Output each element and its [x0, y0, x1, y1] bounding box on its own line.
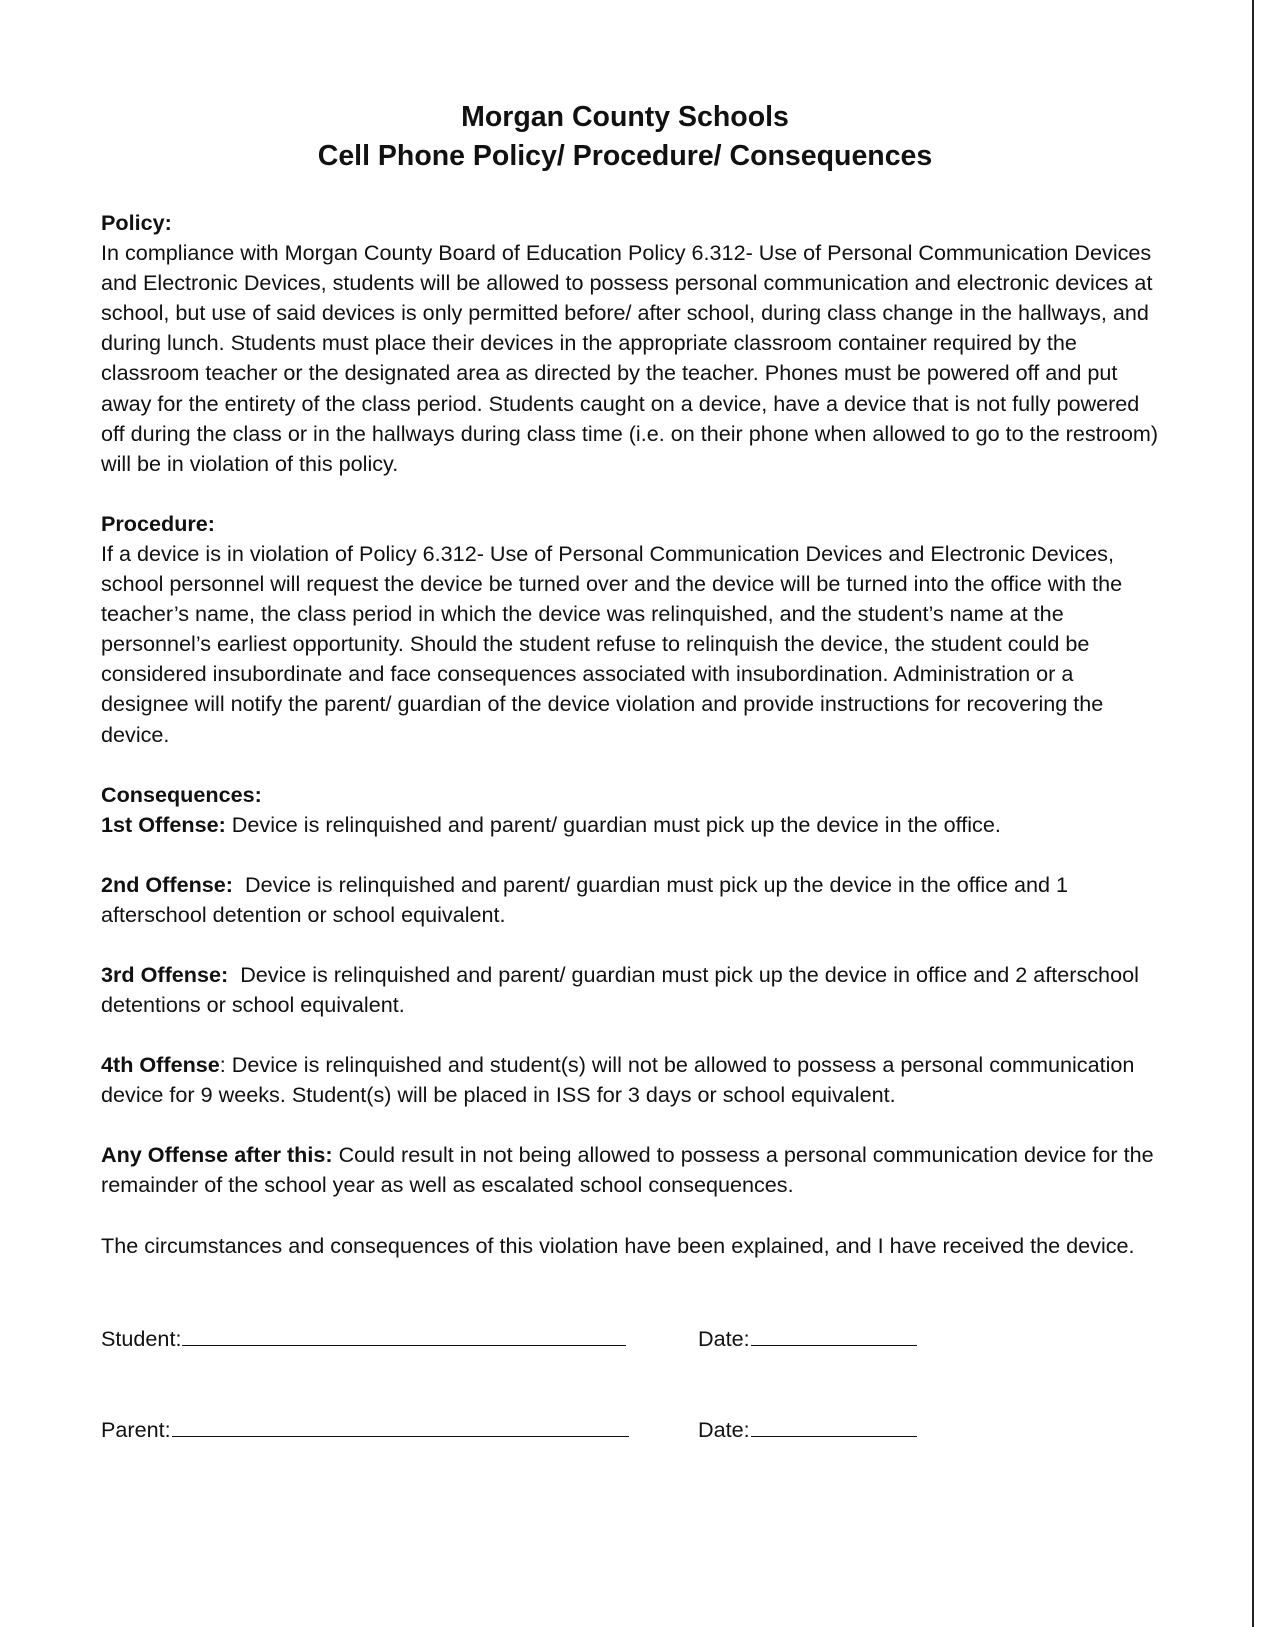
offense-2nd — [101, 870, 1161, 930]
student-signature-line[interactable] — [182, 1323, 626, 1346]
parent-label: Parent: — [101, 1417, 171, 1442]
procedure-text: If a device is in violation of Policy 6.312- Use of Personal Communication Devices and Electronic Devices, school personnel will request the device be turned over and the device will be turned into the office with the teacher’s name, the class period in which the device was relinquished, and the student’s name at the personnel’s earliest opportunity. Should the student refuse to relinquish the device, the student could be considered insubordinate and face consequences associated with insubordination. Administration or a designee will notify the parent/ guardian of the device violation and provide instructions for recovering the device. — [101, 540, 1123, 747]
date-label: Date: — [698, 1326, 750, 1351]
parent-date — [698, 1414, 917, 1445]
offense-text: Device is relinquished and parent/ guardian must pick up the device in the office. — [225, 811, 1001, 837]
offense-label: Any Offense after this: — [101, 1142, 333, 1168]
parent-date-line[interactable] — [751, 1414, 917, 1437]
document-body — [101, 208, 1161, 1261]
policy-text: In compliance with Morgan County Board of Education Policy 6.312- Use of Personal Communication Devices and Electronic Devices, students will be allowed to possess personal communication and electronic devices at school, but use of said devices is only permitted before/ after school, during class change in the hallways, and during lunch. Students must place their devices in the appropriate classroom container required by the classroom teacher or the designated area as directed by the teacher. Phones must be powered off and put away for the entirety of the class period. Students caught on a device, have a device that is not fully powered off during the class or in the hallways during class time (i.e. on their phone when allowed to go to the restroom) will be in violation of this policy. — [101, 240, 1159, 476]
offense-text: Could result in not being allowed to possess a personal communication device for the remainder of the school year as well as escalated school consequences. — [101, 1142, 1154, 1198]
policy-heading: Policy: — [101, 210, 172, 235]
offense-any-after — [101, 1140, 1161, 1200]
student-signature — [101, 1323, 626, 1354]
offense-text: Device is relinquished and parent/ guardian must pick up the device in the office and 1 afterschool detention or school equivalent. — [101, 871, 1075, 927]
student-date-line[interactable] — [751, 1323, 917, 1346]
student-label: Student: — [101, 1326, 182, 1351]
document-subtitle: Cell Phone Policy/ Procedure/ Consequences — [317, 140, 933, 172]
document-title: Morgan County Schools — [461, 101, 789, 133]
offense-label: 4th Offense — [101, 1052, 220, 1078]
date-label: Date: — [698, 1417, 750, 1442]
offense-label: 3rd Offense: — [101, 961, 229, 987]
procedure-heading: Procedure: — [101, 510, 215, 536]
consequences-heading: Consequences: — [101, 781, 262, 807]
offense-label: 2nd Offense: — [101, 871, 233, 897]
acknowledgement-text: The circumstances and consequences of this violation have been explained, and I have received the device. — [101, 1232, 1135, 1258]
student-date — [698, 1323, 917, 1354]
offense-1st — [101, 810, 1161, 840]
offense-label: 1st Offense: — [101, 811, 226, 837]
offense-3rd — [101, 960, 1161, 1020]
offense-4th — [101, 1050, 1161, 1110]
offense-text: : Device is relinquished and student(s) will not be allowed to possess a personal communication device for 9 weeks. Student(s) will be placed in ISS for 3 days or school equivalent. — [101, 1052, 1135, 1108]
parent-signature-line[interactable] — [172, 1414, 629, 1437]
document-header — [0, 98, 1250, 176]
parent-signature — [101, 1414, 629, 1445]
offense-text: Device is relinquished and parent/ guardian must pick up the device in office and 2 afterschool detentions or school equivalent. — [101, 961, 1145, 1018]
